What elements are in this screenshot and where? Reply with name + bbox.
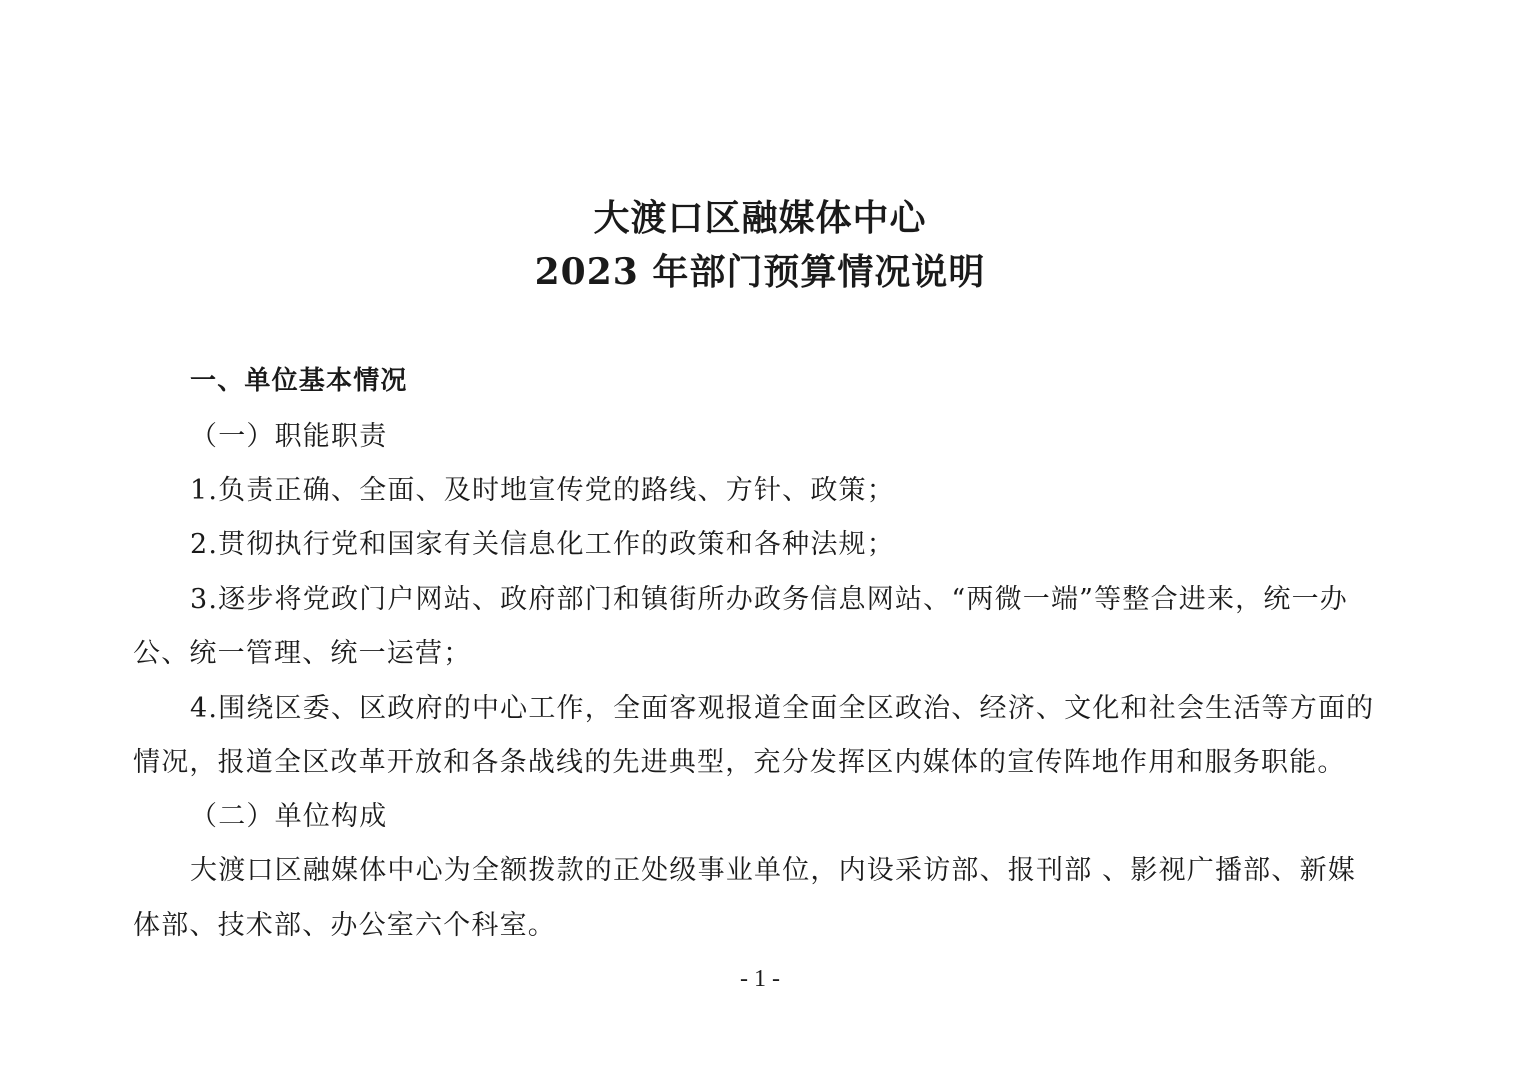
paragraph-duty-3-line2: 公、统一管理、统一运营； xyxy=(133,638,472,669)
subsection1-heading: （一）职能职责 xyxy=(190,421,388,452)
section1-heading: 一、单位基本情况 xyxy=(190,366,408,396)
document-title-line1: 大渡口区融媒体中心 xyxy=(593,197,927,239)
paragraph-duty-2: 2.贯彻执行党和国家有关信息化工作的政策和各种法规； xyxy=(190,529,895,560)
paragraph-duty-3-line1: 3.逐步将党政门户网站、政府部门和镇街所办政务信息网站、“两微一端”等整合进来，统一办 xyxy=(190,584,1348,615)
document-title-line2: 2023 年部门预算情况说明 xyxy=(534,251,986,293)
paragraph-composition-line1: 大渡口区融媒体中心为全额拨款的正处级事业单位，内设采访部、报刊部 、影视广播部、新媒 xyxy=(190,855,1356,886)
paragraph-composition-line2: 体部、技术部、办公室六个科室。 xyxy=(133,910,556,941)
subsection2-heading: （二）单位构成 xyxy=(190,801,388,832)
paragraph-duty-4-line1: 4.围绕区委、区政府的中心工作，全面客观报道全面全区政治、经济、文化和社会生活等方面的 xyxy=(190,693,1375,724)
page-number: - 1 - xyxy=(740,966,780,992)
paragraph-duty-1: 1.负责正确、全面、及时地宣传党的路线、方针、政策； xyxy=(190,475,895,506)
paragraph-duty-4-line2: 情况，报道全区改革开放和各条战线的先进典型，充分发挥区内媒体的宣传阵地作用和服务职能。 xyxy=(133,747,1346,778)
